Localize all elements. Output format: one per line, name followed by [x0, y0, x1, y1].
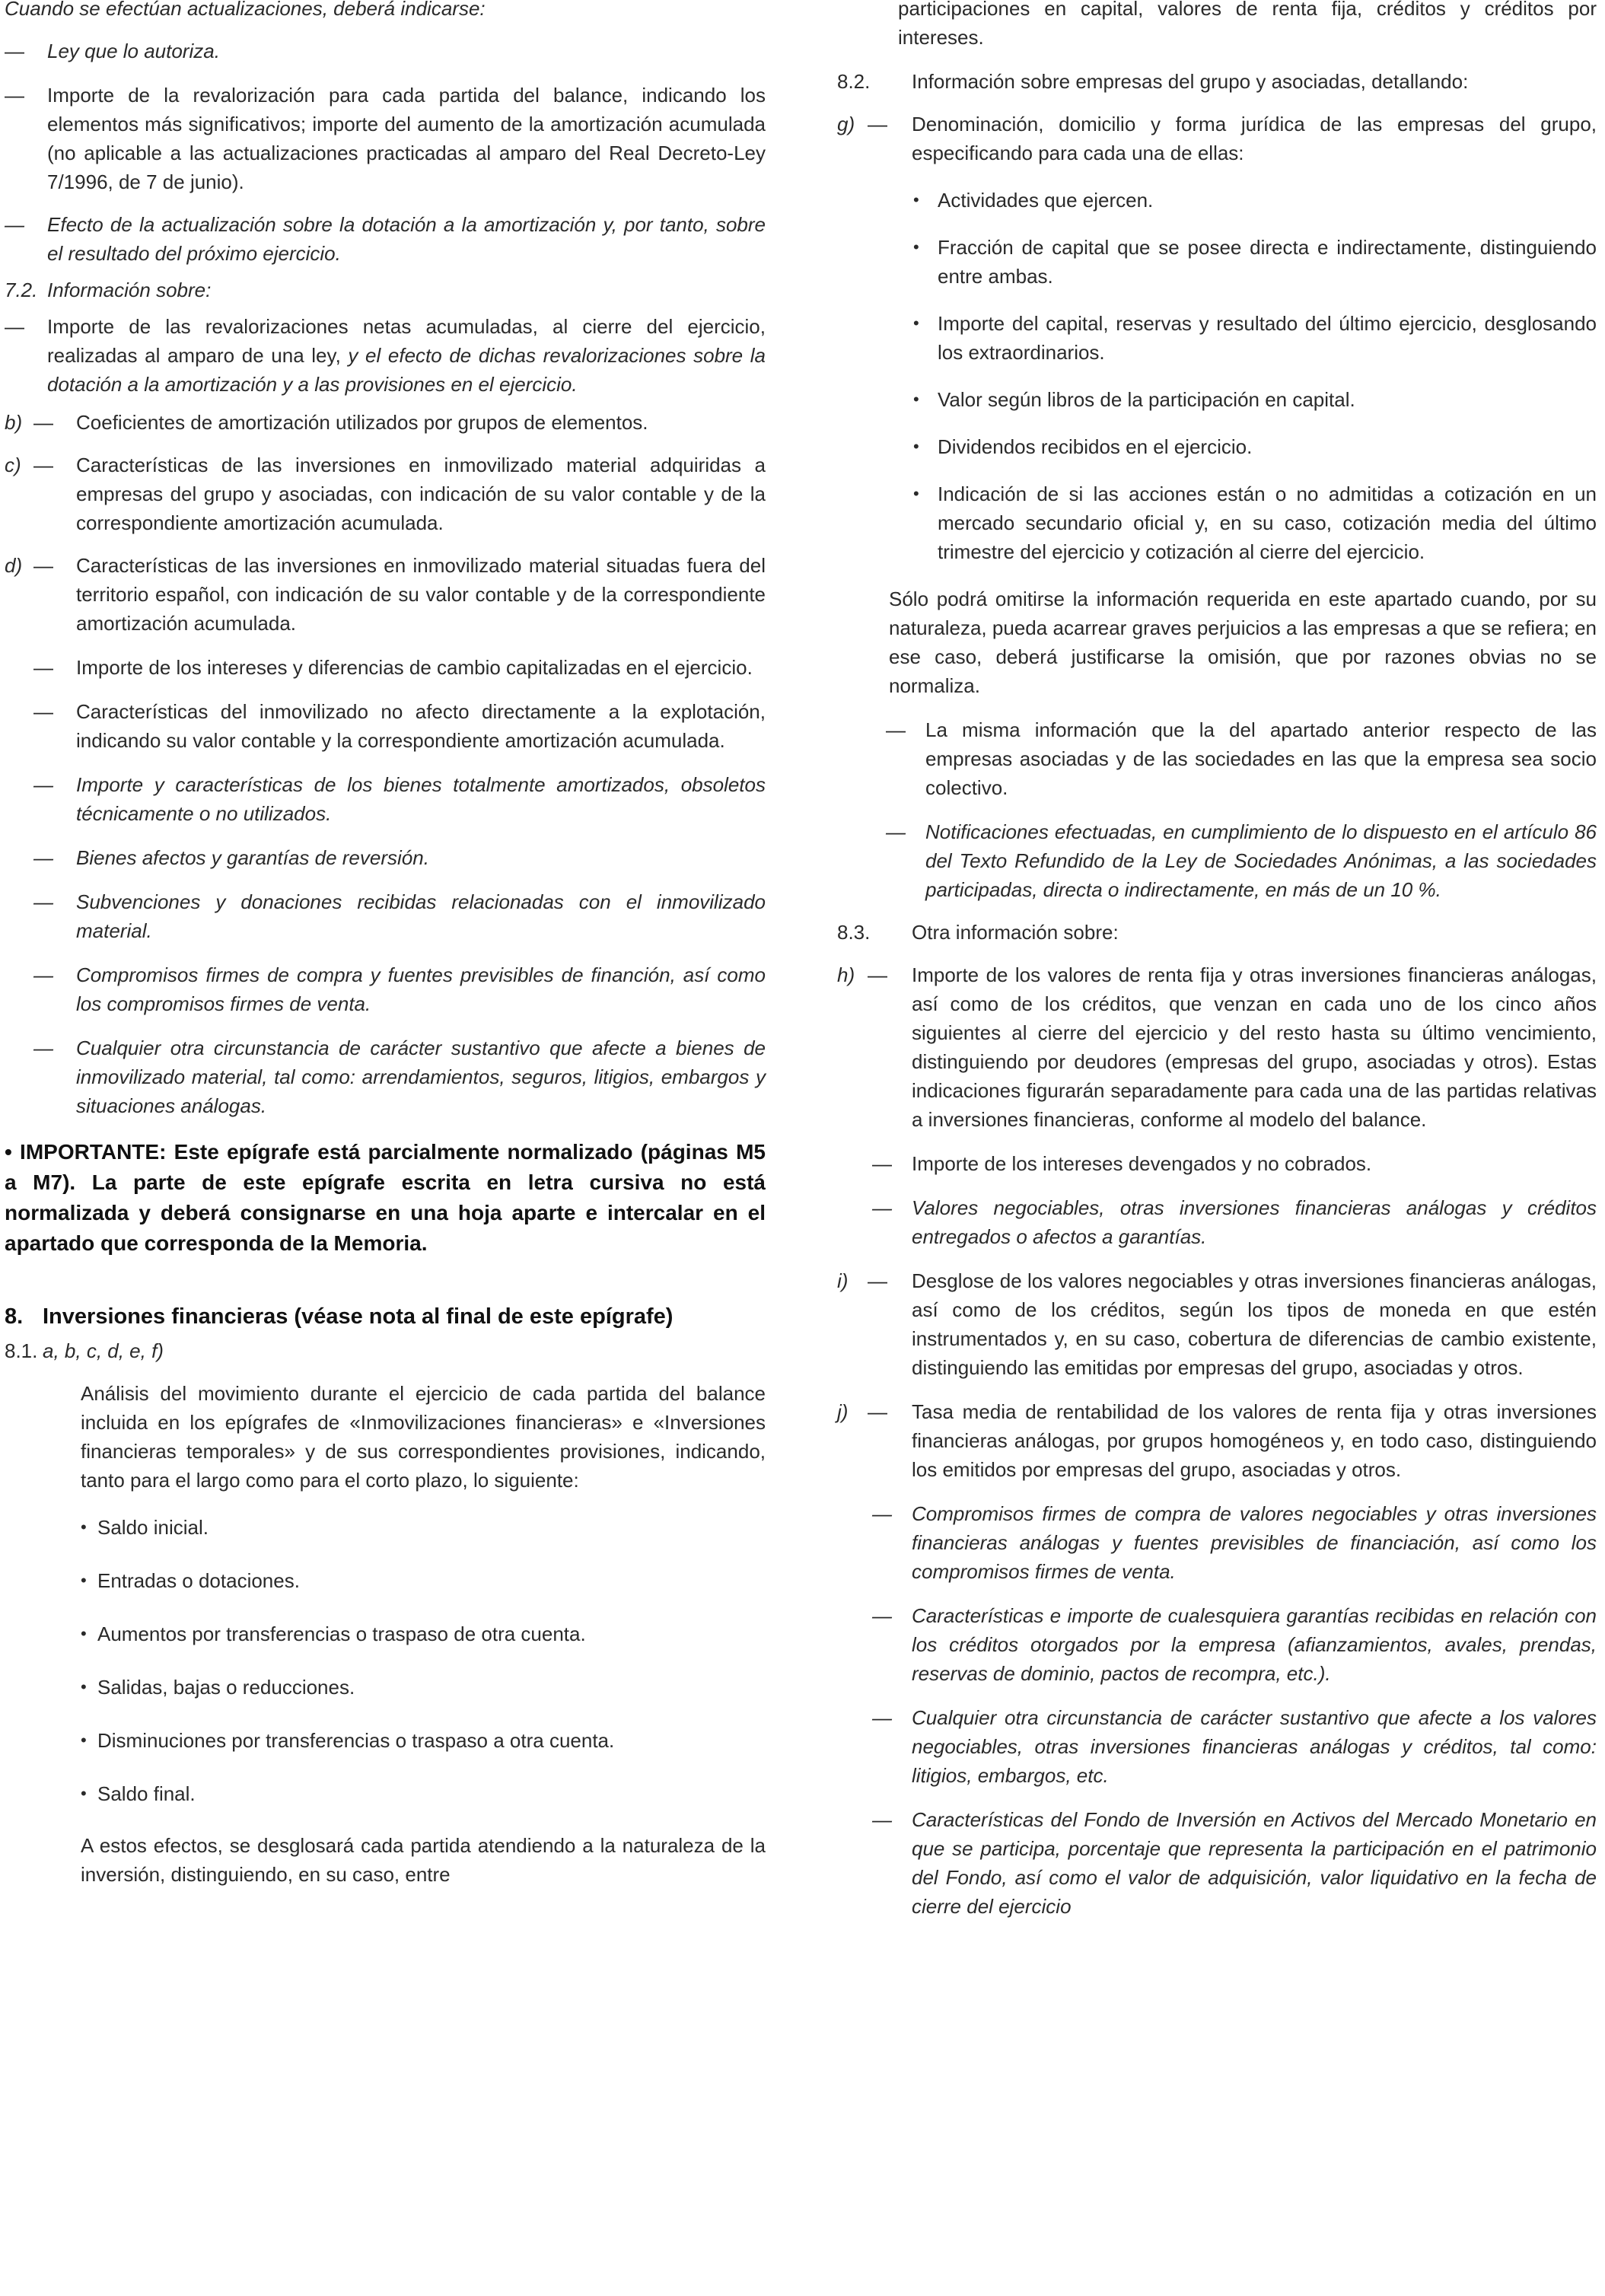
dash-item: [837, 1805, 1597, 1921]
list-item: [913, 233, 1597, 291]
dash: —: [868, 963, 887, 986]
dash: —: [33, 700, 53, 723]
lettered-item-b: [5, 408, 766, 437]
list-item: [913, 479, 1597, 566]
lettered-item-g: [837, 110, 1597, 167]
section-8-3: [837, 918, 1597, 947]
dash: —: [33, 773, 53, 796]
g-bullet-list: [837, 186, 1597, 566]
list-item-text: Entradas o dotaciones.: [97, 1569, 300, 1592]
lettered-item-j: [837, 1397, 1597, 1484]
section-title: Información sobre empresas del grupo y asociadas, detallando:: [912, 70, 1469, 93]
dash-item: [837, 715, 1597, 802]
list-item: [81, 1566, 766, 1595]
item-text: Cualquier otra circunstancia de carácter sustantivo que afecte a bienes de inmovilizado material, tal como: arrendamientos, seguros, litigios, embargos y situaciones análogas.: [76, 1037, 766, 1117]
bullet: •: [81, 1571, 87, 1590]
important-note: • IMPORTANTE: Este epígrafe está parcialmente normalizado (páginas M5 a M7). La parte de este epígrafe escrita en letra cursiva no está normalizada y deberá consignarse en una hoja aparte e intercalar en el apartado que corresponda de la Memoria.: [5, 1140, 766, 1255]
section-8-1-body: [5, 1379, 766, 1889]
item-letter: i): [837, 1269, 849, 1292]
list-item: [81, 1513, 766, 1542]
dash-item: [837, 1601, 1597, 1688]
dash: —: [33, 1037, 53, 1059]
item-text: Efecto de la actualización sobre la dotación a la amortización y, por tanto, sobre el resultado del próximo ejercicio.: [47, 213, 766, 265]
dash-item: [5, 770, 766, 828]
section-8-1: [5, 1336, 766, 1365]
list-item: [913, 186, 1597, 215]
right-column: [837, 0, 1597, 1921]
dash-item: [837, 1193, 1597, 1251]
dash: —: [872, 1196, 892, 1219]
item-text: Desglose de los valores negociables y otras inversiones financieras análogas, así como de los créditos, según los tipos de moneda en que estén instrumentados y, en su caso, cobertura de diferencias de cambio existente, distinguiendo las emitidas por empresas del grupo, asociadas y otros.: [912, 1269, 1597, 1379]
item-text: Características del inmovilizado no afecto directamente a la explotación, indicando su valor contable y la correspondiente amortización acumulada.: [76, 700, 766, 752]
list-item-text: Importe del capital, reservas y resultado del último ejercicio, desglosando los extraordinarios.: [938, 312, 1597, 364]
section-title: Otra información sobre:: [912, 921, 1119, 944]
dash-item: [5, 960, 766, 1018]
bullet: •: [81, 1731, 87, 1750]
bullet: •: [913, 190, 919, 209]
section-number: 7.2.: [5, 279, 38, 301]
bullet: •: [913, 314, 919, 333]
list-item: [913, 432, 1597, 461]
item-letter: j): [837, 1400, 849, 1423]
item-text: La misma información que la del apartado anterior respecto de las empresas asociadas y de las sociedades en las que la empresa sea socio colectivo.: [925, 718, 1597, 799]
dash: —: [872, 1706, 892, 1729]
dash-item: [5, 312, 766, 399]
dash-item: [5, 37, 766, 65]
list-item-text: Aumentos por transferencias o traspaso de otra cuenta.: [97, 1622, 586, 1645]
dash-item: [5, 653, 766, 682]
list-item: [81, 1619, 766, 1648]
list-item-text: Fracción de capital que se posee directa e indirectamente, distinguiendo entre ambas.: [938, 236, 1597, 288]
dash: —: [886, 820, 906, 843]
dash: —: [33, 554, 53, 577]
item-text: Bienes afectos y garantías de reversión.: [76, 846, 429, 869]
dash-item: [5, 843, 766, 872]
item-text: Cualquier otra circunstancia de carácter sustantivo que afecte a los valores negociables, otras inversiones financieras análogas y créditos, tal como: litigios, embargos, etc.: [912, 1706, 1597, 1787]
item-text: Ley que lo autoriza.: [47, 40, 220, 62]
dash-item: [5, 1033, 766, 1120]
dash-item: [5, 81, 766, 196]
bullet: •: [81, 1624, 87, 1643]
list-item-text: Disminuciones por transferencias o traspaso a otra cuenta.: [97, 1729, 615, 1752]
item-text: Importe de los intereses devengados y no cobrados.: [912, 1152, 1372, 1175]
bullet: •: [81, 1517, 87, 1537]
paragraph: Cuando se efectúan actualizaciones, deberá indicarse:: [5, 0, 486, 20]
dash: —: [5, 84, 24, 107]
section-number: 8.1.: [5, 1339, 38, 1362]
lettered-item-d: [5, 551, 766, 638]
list-item-text: Saldo final.: [97, 1782, 196, 1805]
dash: —: [5, 315, 24, 338]
item-text-italic: y el efecto de dichas revalorizaciones sobre la dotación a la amortización y a las provisiones en el ejercicio.: [47, 344, 766, 396]
dash: —: [33, 963, 53, 986]
section-number: 8.: [5, 1304, 24, 1329]
dash: —: [33, 890, 53, 913]
item-text: Características e importe de cualesquiera garantías recibidas en relación con los créditos otorgados por la empresa (afianzamientos, avales, prendas, reservas de dominio, pactos de recompra, etc.).: [912, 1604, 1597, 1685]
item-text: Compromisos firmes de compra de valores negociables y otras inversiones financieras análogas y fuentes previsibles de financiación, así como los compromisos firmes de venta.: [912, 1502, 1597, 1583]
item-text: Características de las inversiones en inmovilizado material situadas fuera del territorio español, con indicación de su valor contable y de la correspondiente amortización acumulada.: [76, 554, 766, 635]
lettered-item-i: [837, 1266, 1597, 1382]
item-letter: g): [837, 113, 855, 135]
bullet: •: [913, 484, 919, 503]
paragraph: Análisis del movimiento durante el ejercicio de cada partida del balance incluida en los epígrafes de «Inmovilizaciones financieras» e «Inversiones financieras temporales» y de sus correspondientes provisiones, indicando, tanto para el largo como para el corto plazo, lo siguiente:: [81, 1382, 766, 1492]
section-8-heading: [5, 1301, 766, 1332]
item-text: Importe de las revalorizaciones netas acumuladas, al cierre del ejercicio, realizadas al amparo de una ley,: [47, 315, 766, 367]
dash: —: [5, 213, 24, 236]
item-letter: b): [5, 411, 23, 434]
list-item: [81, 1726, 766, 1755]
dash-item: [837, 817, 1597, 904]
list-item: [913, 309, 1597, 367]
dash: —: [868, 113, 887, 135]
list-item-text: Saldo inicial.: [97, 1516, 209, 1539]
section-title: Inversiones financieras (véase nota al final de este epígrafe): [43, 1304, 674, 1329]
list-item-text: Valor según libros de la participación en capital.: [938, 388, 1355, 411]
dash: —: [872, 1808, 892, 1831]
list-item: [913, 385, 1597, 414]
bullet: •: [81, 1677, 87, 1696]
dash-item: [5, 697, 766, 755]
dash: —: [872, 1604, 892, 1627]
dash: —: [868, 1400, 887, 1423]
item-letter: h): [837, 963, 855, 986]
paragraph: A estos efectos, se desglosará cada partida atendiendo a la naturaleza de la inversión, distinguiendo, en su caso, entre: [81, 1834, 766, 1886]
bullet-list: [81, 1513, 766, 1808]
bullet: •: [81, 1784, 87, 1803]
section-7-2: [5, 275, 766, 304]
dash: —: [872, 1502, 892, 1525]
section-number: 8.2.: [837, 70, 871, 93]
dash: —: [33, 846, 53, 869]
section-8-2: [837, 67, 1597, 96]
item-text: Importe de los valores de renta fija y otras inversiones financieras análogas, así como de los créditos, que venzan en cada uno de los cinco años siguientes al cierre del ejercicio y del resto hasta su último vencimiento, distinguiendo por deudores (empresas del grupo, asociadas y otros). Estas indicaciones figurarán separadamente para cada una de las partidas relativas a inversiones financieras, conforme al modelo del balance.: [912, 963, 1597, 1131]
dash: —: [872, 1152, 892, 1175]
item-text: Denominación, domicilio y forma jurídica de las empresas del grupo, especificando para cada una de ellas:: [912, 113, 1597, 164]
list-item: [81, 1673, 766, 1702]
dash: —: [33, 411, 53, 434]
paragraph: participaciones en capital, valores de renta fija, créditos y créditos por intereses.: [898, 0, 1597, 49]
dash-item: [837, 1499, 1597, 1586]
section-number: 8.3.: [837, 921, 871, 944]
item-text: Importe de la revalorización para cada partida del balance, indicando los elementos más significativos; importe del aumento de la amortización acumulada (no aplicable a las actualizaciones practicadas al amparo del Real Decreto-Ley 7/1996, de 7 de junio).: [47, 84, 766, 193]
paragraph: Sólo podrá omitirse la información requerida en este apartado cuando, por su naturaleza, pueda acarrear graves perjuicios a las empresas a que se refiera; en ese caso, deberá justificarse la omisión, que por razones obvias no se normaliza.: [889, 588, 1597, 697]
section-title: Información sobre:: [47, 279, 212, 301]
list-item-text: Salidas, bajas o reducciones.: [97, 1676, 355, 1699]
dash: —: [33, 454, 53, 476]
lettered-item-c: [5, 451, 766, 537]
item-text: Coeficientes de amortización utilizados por grupos de elementos.: [76, 411, 648, 434]
item-text: Tasa media de rentabilidad de los valores de renta fija y otras inversiones financieras análogas, por grupos homogéneos y, en todo caso, distinguiendo los emitidos por empresas del grupo, asociadas y otros.: [912, 1400, 1597, 1481]
dash-item: [837, 1149, 1597, 1178]
list-item-text: Dividendos recibidos en el ejercicio.: [938, 435, 1253, 458]
list-item-text: Indicación de si las acciones están o no admitidas a cotización en un mercado secundario oficial y, en su caso, cotización media del último trimestre del ejercicio y cotización al cierre del ejercicio.: [938, 482, 1597, 563]
item-text: Compromisos firmes de compra y fuentes previsibles de financión, así como los compromisos firmes de venta.: [76, 963, 766, 1015]
list-item-text: Actividades que ejercen.: [938, 189, 1154, 212]
item-text: Características de las inversiones en inmovilizado material adquiridas a empresas del grupo y asociadas, con indicación de su valor contable y de la correspondiente amortización acumulada.: [76, 454, 766, 534]
dash-item: [5, 210, 766, 268]
item-text: Valores negociables, otras inversiones financieras análogas y créditos entregados o afectos a garantías.: [912, 1196, 1597, 1248]
dash: —: [886, 718, 906, 741]
item-text: Subvenciones y donaciones recibidas relacionadas con el inmovilizado material.: [76, 890, 766, 942]
item-text: Importe de los intereses y diferencias de cambio capitalizadas en el ejercicio.: [76, 656, 753, 679]
dash: —: [33, 656, 53, 679]
section-letters: a, b, c, d, e, f): [43, 1339, 164, 1362]
bullet: •: [913, 390, 919, 409]
dash: —: [868, 1269, 887, 1292]
item-letter: d): [5, 554, 23, 577]
bullet: •: [913, 237, 919, 256]
bullet: •: [913, 437, 919, 456]
list-item: [81, 1779, 766, 1808]
item-text: Características del Fondo de Inversión en Activos del Mercado Monetario en que se participa, porcentaje que representa la participación en el patrimonio del Fondo, así como el valor de adquisición, valor liquidativo en la fecha de cierre del ejercicio: [912, 1808, 1597, 1918]
item-text: Importe y características de los bienes totalmente amortizados, obsoletos técnicamente o no utilizados.: [76, 773, 766, 825]
left-column: [5, 0, 766, 1889]
dash-item: [837, 1703, 1597, 1790]
dash-item: [5, 887, 766, 945]
item-letter: c): [5, 454, 21, 476]
lettered-item-h: [837, 960, 1597, 1134]
dash: —: [5, 40, 24, 62]
item-text: Notificaciones efectuadas, en cumplimiento de lo dispuesto en el artículo 86 del Texto Refundido de la Ley de Sociedades Anónimas, a las sociedades participadas, directa o indirectamente, en más de un 10 %.: [925, 820, 1597, 901]
